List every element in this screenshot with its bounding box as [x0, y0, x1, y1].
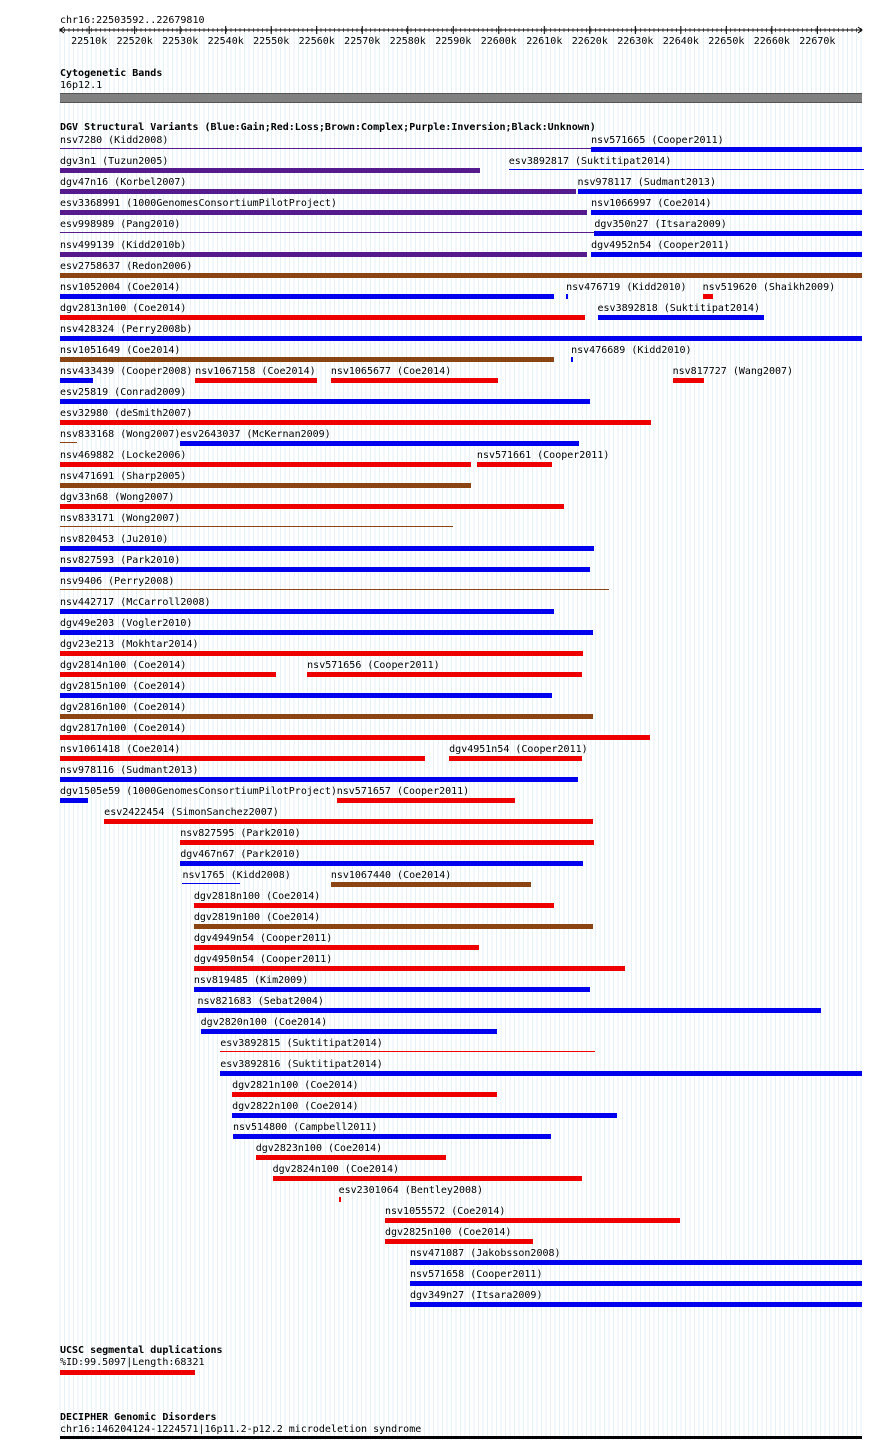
dgv-feature-bar[interactable] — [182, 883, 239, 884]
dgv-feature-bar[interactable] — [194, 903, 554, 908]
dgv-feature-label: dgv467n67 (Park2010) — [180, 849, 301, 860]
dgv-feature-label: esv3892818 (Suktitipat2014) — [597, 303, 761, 314]
dgv-feature-bar[interactable] — [180, 861, 583, 866]
dgv-feature-label: dgv23e213 (Mokhtar2014) — [60, 639, 199, 650]
dgv-feature-bar[interactable] — [232, 1092, 497, 1097]
dgv-feature-bar[interactable] — [598, 315, 765, 320]
ruler-tick-label: 22580k — [389, 36, 426, 47]
ruler-tick-label: 22520k — [116, 36, 153, 47]
dgv-feature-bar[interactable] — [232, 1113, 617, 1118]
cytoband-track-title: Cytogenetic Bands — [60, 68, 163, 79]
dgv-feature-label: nsv819485 (Kim2009) — [193, 975, 309, 986]
dgv-feature-label: nsv833171 (Wong2007) — [60, 513, 181, 524]
dgv-feature-label: esv998989 (Pang2010) — [60, 219, 181, 230]
dgv-feature-bar[interactable] — [60, 630, 593, 635]
dgv-feature-bar[interactable] — [571, 357, 573, 362]
dgv-feature-label: nsv428324 (Perry2008b) — [60, 324, 193, 335]
dgv-feature-label: nsv571665 (Cooper2011) — [591, 135, 724, 146]
dgv-feature-label: dgv2820n100 (Coe2014) — [200, 1017, 328, 1028]
dgv-feature-bar[interactable] — [307, 672, 581, 677]
dgv-feature-bar[interactable] — [220, 1071, 862, 1076]
dgv-feature-bar[interactable] — [60, 148, 592, 149]
dgv-feature-bar[interactable] — [104, 819, 593, 824]
ruler-tick-label: 22650k — [708, 36, 745, 47]
dgv-feature-bar[interactable] — [60, 189, 576, 194]
dgv-feature-label: nsv476719 (Kidd2010) — [566, 282, 687, 293]
dgv-feature-label: nsv571657 (Cooper2011) — [336, 786, 470, 797]
dgv-feature-label: dgv2824n100 (Coe2014) — [272, 1164, 399, 1175]
dgv-feature-label: nsv499139 (Kidd2010b) — [60, 240, 187, 251]
dgv-feature-label: dgv1505e59 (1000GenomesConsortiumPilotProject) — [60, 786, 337, 797]
dgv-feature-bar[interactable] — [60, 693, 552, 698]
dgv-feature-label: dgv350n27 (Itsara2009) — [594, 219, 727, 230]
dgv-feature-label: dgv2818n100 (Coe2014) — [193, 891, 321, 902]
dgv-feature-bar[interactable] — [339, 1197, 342, 1202]
dgv-feature-bar[interactable] — [60, 609, 554, 614]
dgv-feature-label: dgv4950n54 (Cooper2011) — [193, 954, 333, 965]
dgv-feature-bar[interactable] — [385, 1239, 533, 1244]
dgv-feature-label: esv2758637 (Redon2006) — [60, 261, 193, 272]
dgv-feature-label: nsv1051649 (Coe2014) — [60, 345, 181, 356]
dgv-feature-bar[interactable] — [60, 462, 471, 467]
dgv-feature-bar[interactable] — [220, 1051, 595, 1052]
dgv-feature-bar[interactable] — [60, 378, 93, 383]
ruler-tick-label: 22550k — [253, 36, 290, 47]
ruler-tick-label: 22540k — [207, 36, 244, 47]
dgv-feature-label: nsv1061418 (Coe2014) — [60, 744, 181, 755]
dgv-feature-bar[interactable] — [410, 1260, 862, 1265]
dgv-feature-label: dgv4951n54 (Cooper2011) — [449, 744, 588, 755]
dgv-feature-bar[interactable] — [60, 442, 77, 443]
dgv-feature-bar[interactable] — [60, 336, 862, 341]
dgv-feature-label: nsv433439 (Cooper2008) — [60, 366, 193, 377]
dgv-feature-label: nsv476689 (Kidd2010) — [571, 345, 692, 356]
dgv-feature-label: nsv471691 (Sharp2005) — [60, 471, 187, 482]
dgv-feature-label: dgv4949n54 (Cooper2011) — [193, 933, 333, 944]
ruler-tick-label: 22590k — [435, 36, 472, 47]
dgv-feature-label: esv3368991 (1000GenomesConsortiumPilotProject) — [60, 198, 337, 209]
dgv-feature-bar[interactable] — [256, 1155, 446, 1160]
dgv-feature-label: nsv1067440 (Coe2014) — [330, 870, 452, 881]
dgv-feature-label: nsv571656 (Cooper2011) — [307, 660, 440, 671]
dgv-feature-bar[interactable] — [60, 589, 609, 590]
dgv-feature-bar[interactable] — [591, 210, 862, 215]
dgv-feature-bar[interactable] — [60, 526, 453, 527]
dgv-feature-label: nsv833168 (Wong2007) — [60, 429, 181, 440]
dgv-feature-label: dgv2821n100 (Coe2014) — [232, 1080, 359, 1091]
decipher-label: chr16:146204124-1224571|16p11.2-p12.2 microdeletion syndrome — [60, 1424, 422, 1435]
dgv-feature-bar[interactable] — [60, 546, 594, 551]
dgv-feature-bar[interactable] — [180, 840, 594, 845]
dgv-feature-label: nsv821683 (Sebat2004) — [197, 996, 324, 1007]
dgv-feature-label: dgv2814n100 (Coe2014) — [60, 660, 187, 671]
dgv-feature-label: dgv349n27 (Itsara2009) — [410, 1290, 543, 1301]
dgv-feature-label: nsv827593 (Park2010) — [60, 555, 181, 566]
segdup-bar[interactable] — [60, 1370, 195, 1375]
ruler-tick-label: 22560k — [298, 36, 335, 47]
dgv-feature-label: dgv2816n100 (Coe2014) — [60, 702, 187, 713]
dgv-feature-label: nsv9406 (Perry2008) — [60, 576, 175, 587]
dgv-feature-label: nsv442717 (McCarroll2008) — [60, 597, 211, 608]
ruler-tick-label: 22600k — [480, 36, 517, 47]
dgv-feature-bar[interactable] — [566, 294, 568, 299]
dgv-feature-bar[interactable] — [60, 357, 554, 362]
dgv-feature-label: nsv514800 (Campbell2011) — [232, 1122, 378, 1133]
dgv-feature-bar[interactable] — [60, 777, 578, 782]
coordinate-ruler[interactable] — [0, 24, 890, 48]
dgv-feature-bar[interactable] — [60, 504, 564, 509]
dgv-feature-bar[interactable] — [591, 252, 862, 257]
dgv-feature-label: nsv1052004 (Coe2014) — [60, 282, 181, 293]
dgv-feature-label: dgv2825n100 (Coe2014) — [384, 1227, 512, 1238]
dgv-feature-bar[interactable] — [509, 169, 864, 170]
dgv-feature-bar[interactable] — [60, 252, 587, 257]
dgv-feature-label: esv3892816 (Suktitipat2014) — [220, 1059, 383, 1070]
segdup-label: %ID:99.5097|Length:68321 — [60, 1357, 205, 1368]
dgv-feature-label: nsv469882 (Locke2006) — [60, 450, 187, 461]
dgv-feature-bar[interactable] — [180, 441, 579, 446]
dgv-feature-label: nsv571661 (Cooper2011) — [476, 450, 610, 461]
dgv-feature-label: esv2422454 (SimonSanchez2007) — [104, 807, 279, 818]
dgv-feature-bar[interactable] — [60, 168, 480, 173]
dgv-feature-label: nsv1066997 (Coe2014) — [591, 198, 712, 209]
decipher-track-title: DECIPHER Genomic Disorders — [60, 1412, 217, 1423]
dgv-feature-bar[interactable] — [410, 1302, 862, 1307]
dgv-feature-label: nsv1765 (Kidd2008) — [182, 870, 291, 881]
dgv-feature-bar[interactable] — [591, 147, 862, 152]
dgv-feature-label: dgv2817n100 (Coe2014) — [60, 723, 187, 734]
dgv-track-title: DGV Structural Variants (Blue:Gain;Red:Loss;Brown:Complex;Purple:Inversion;Black:Unknown) — [60, 122, 596, 133]
dgv-feature-bar[interactable] — [273, 1176, 582, 1181]
dgv-feature-label: dgv2822n100 (Coe2014) — [232, 1101, 359, 1112]
dgv-feature-bar[interactable] — [673, 378, 705, 383]
ruler-tick-label: 22630k — [617, 36, 654, 47]
dgv-feature-label: dgv49e203 (Vogler2010) — [60, 618, 193, 629]
dgv-feature-bar[interactable] — [331, 882, 531, 887]
dgv-feature-bar[interactable] — [233, 1134, 551, 1139]
dgv-feature-bar[interactable] — [194, 924, 593, 929]
dgv-feature-bar[interactable] — [60, 273, 862, 278]
dgv-feature-bar[interactable] — [201, 1029, 497, 1034]
dgv-feature-label: dgv47n16 (Korbel2007) — [60, 177, 187, 188]
dgv-feature-label: nsv1055572 (Coe2014) — [384, 1206, 506, 1217]
decipher-bar[interactable] — [60, 1436, 862, 1439]
ruler-tick-label: 22620k — [571, 36, 608, 47]
dgv-feature-label: nsv571658 (Cooper2011) — [410, 1269, 543, 1280]
ruler-tick-label: 22640k — [662, 36, 699, 47]
dgv-feature-label: dgv2823n100 (Coe2014) — [255, 1143, 383, 1154]
dgv-feature-bar[interactable] — [477, 462, 552, 467]
dgv-feature-label: dgv4952n54 (Cooper2011) — [591, 240, 730, 251]
dgv-feature-bar[interactable] — [195, 378, 317, 383]
cytoband-bar[interactable] — [60, 93, 862, 103]
ruler-tick-label: 22530k — [162, 36, 199, 47]
ruler-tick-label: 22660k — [753, 36, 790, 47]
dgv-feature-bar[interactable] — [194, 966, 625, 971]
dgv-feature-label: nsv978116 (Sudmant2013) — [60, 765, 199, 776]
dgv-feature-label: esv32980 (deSmith2007) — [60, 408, 193, 419]
dgv-feature-label: dgv3n1 (Tuzun2005) — [60, 156, 169, 167]
dgv-feature-label: nsv820453 (Ju2010) — [60, 534, 169, 545]
dgv-feature-label: dgv33n68 (Wong2007) — [60, 492, 175, 503]
dgv-feature-label: esv2643037 (McKernan2009) — [180, 429, 331, 440]
dgv-feature-bar[interactable] — [194, 945, 479, 950]
dgv-feature-bar[interactable] — [331, 378, 498, 383]
dgv-feature-label: nsv827595 (Park2010) — [180, 828, 301, 839]
dgv-feature-bar[interactable] — [60, 567, 590, 572]
dgv-feature-bar[interactable] — [60, 232, 596, 233]
dgv-feature-bar[interactable] — [385, 1218, 680, 1223]
dgv-feature-label: nsv1065677 (Coe2014) — [330, 366, 452, 377]
dgv-feature-bar[interactable] — [60, 420, 651, 425]
dgv-feature-label: esv3892815 (Suktitipat2014) — [220, 1038, 383, 1049]
dgv-feature-label: esv2301064 (Bentley2008) — [338, 1185, 484, 1196]
cytoband-label: 16p12.1 — [60, 80, 103, 91]
dgv-feature-bar[interactable] — [594, 231, 862, 236]
dgv-feature-bar[interactable] — [60, 210, 587, 215]
ruler-tick-label: 22670k — [799, 36, 836, 47]
dgv-feature-bar[interactable] — [60, 672, 276, 677]
dgv-feature-bar[interactable] — [337, 798, 515, 803]
dgv-feature-bar[interactable] — [60, 294, 554, 299]
dgv-feature-bar[interactable] — [60, 735, 650, 740]
dgv-feature-bar[interactable] — [703, 294, 713, 299]
dgv-feature-label: nsv7280 (Kidd2008) — [60, 135, 169, 146]
dgv-feature-bar[interactable] — [194, 987, 590, 992]
dgv-feature-label: nsv519620 (Shaikh2009) — [702, 282, 836, 293]
dgv-feature-bar[interactable] — [60, 399, 590, 404]
dgv-feature-label: dgv2815n100 (Coe2014) — [60, 681, 187, 692]
dgv-feature-bar[interactable] — [410, 1281, 862, 1286]
ruler-tick-label: 22570k — [344, 36, 381, 47]
ruler-tick-label: 22510k — [71, 36, 108, 47]
dgv-feature-bar[interactable] — [60, 756, 425, 761]
dgv-feature-bar[interactable] — [449, 756, 581, 761]
dgv-feature-label: esv3892817 (Suktitipat2014) — [508, 156, 672, 167]
dgv-feature-bar[interactable] — [60, 315, 585, 320]
dgv-feature-label: nsv817727 (Wang2007) — [672, 366, 794, 377]
dgv-feature-bar[interactable] — [60, 798, 88, 803]
dgv-feature-bar[interactable] — [578, 189, 862, 194]
dgv-feature-label: esv25819 (Conrad2009) — [60, 387, 187, 398]
dgv-feature-label: dgv2819n100 (Coe2014) — [193, 912, 321, 923]
dgv-feature-bar[interactable] — [60, 651, 583, 656]
segdup-track-title: UCSC segmental duplications — [60, 1345, 223, 1356]
dgv-feature-label: nsv471087 (Jakobsson2008) — [410, 1248, 561, 1259]
dgv-feature-label: nsv978117 (Sudmant2013) — [577, 177, 716, 188]
region-label: chr16:22503592..22679810 — [60, 15, 205, 26]
ruler-tick-label: 22610k — [526, 36, 563, 47]
dgv-feature-label: nsv1067158 (Coe2014) — [195, 366, 316, 377]
dgv-feature-bar[interactable] — [60, 483, 471, 488]
dgv-feature-label: dgv2813n100 (Coe2014) — [60, 303, 187, 314]
dgv-feature-bar[interactable] — [60, 714, 593, 719]
dgv-feature-bar[interactable] — [197, 1008, 821, 1013]
